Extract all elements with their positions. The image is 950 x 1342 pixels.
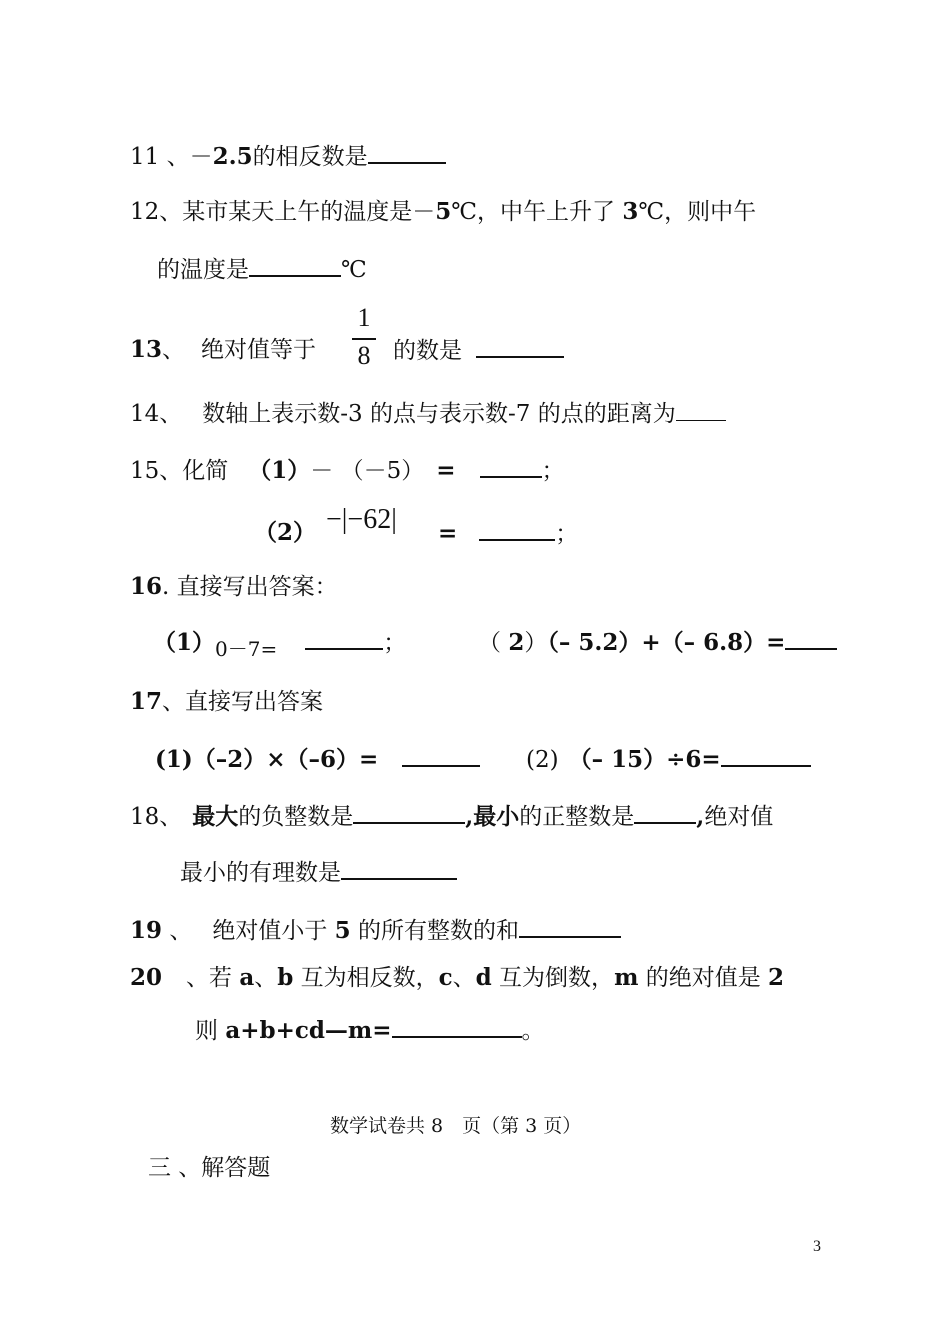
question-number: 11 [130, 144, 167, 170]
question-11: 11 、－2.5的相反数是 [130, 142, 446, 171]
question-12: 12、某市某天上午的温度是－5℃，中午上升了 3℃，则中午 [130, 198, 757, 225]
answer-blank[interactable] [519, 916, 621, 938]
answer-blank[interactable] [402, 745, 480, 767]
question-12-line2: 的温度是 ℃ [157, 257, 367, 283]
question-18: 18、 最大的负整数是 ,最小的正整数是 ,绝对值 [130, 803, 774, 830]
question-16-part2: （ 2）（– 5.2）+（– 6.8）= [478, 628, 837, 657]
question-16-part1: （1）0－7= ； [153, 629, 407, 661]
fraction-numerator: 1 [357, 303, 371, 332]
answer-blank[interactable] [476, 336, 564, 358]
answer-blank[interactable] [305, 628, 383, 650]
fraction-denominator: 8 [357, 341, 371, 370]
answer-blank[interactable] [480, 456, 542, 478]
answer-blank[interactable] [785, 628, 837, 650]
question-19: 19 、 绝对值小于 5 的所有整数的和 [130, 916, 621, 945]
question-15-part2: （2） [254, 519, 317, 546]
question-18-line2: 最小的有理数是 [180, 858, 457, 887]
answer-blank[interactable] [353, 802, 465, 824]
answer-blank[interactable] [341, 858, 457, 880]
answer-blank[interactable] [721, 745, 811, 767]
question-17-part2: (2) （– 15）÷6= [526, 745, 811, 774]
abs-expression: −|−62| [326, 504, 397, 535]
page-footer: 数学试卷共 8 页（第 3 页） [330, 1115, 582, 1137]
question-15-part2-answer: = ； [438, 520, 579, 547]
answer-blank[interactable] [368, 142, 446, 164]
question-14: 14、 数轴上表示数-3 的点与表示数-7 的点的距离为 [130, 400, 726, 428]
answer-blank[interactable] [392, 1016, 522, 1038]
section-heading: 三 、解答题 [148, 1155, 271, 1181]
answer-blank[interactable] [479, 519, 555, 541]
question-15: 15、化简 （1）－ （－5） = ； [130, 457, 565, 484]
answer-blank[interactable] [634, 802, 696, 824]
question-13: 13、 绝对值等于 [130, 336, 317, 363]
fraction-bar [352, 338, 376, 340]
question-13-tail: 的数是 [393, 336, 564, 365]
question-20-line2: 则 a+b+cd—m= 。 [195, 1017, 545, 1044]
question-17: 17、直接写出答案 [130, 688, 324, 715]
question-16: 16. 直接写出答案： [130, 573, 338, 600]
answer-blank[interactable] [249, 255, 341, 277]
page-number: 3 [813, 1238, 821, 1255]
question-20: 20 、若 a、b 互为相反数，c、d 互为倒数，m 的绝对值是 2 [130, 964, 785, 991]
question-17-part1: (1)（–2）×（–6）= [155, 745, 480, 774]
answer-blank[interactable] [676, 400, 726, 421]
